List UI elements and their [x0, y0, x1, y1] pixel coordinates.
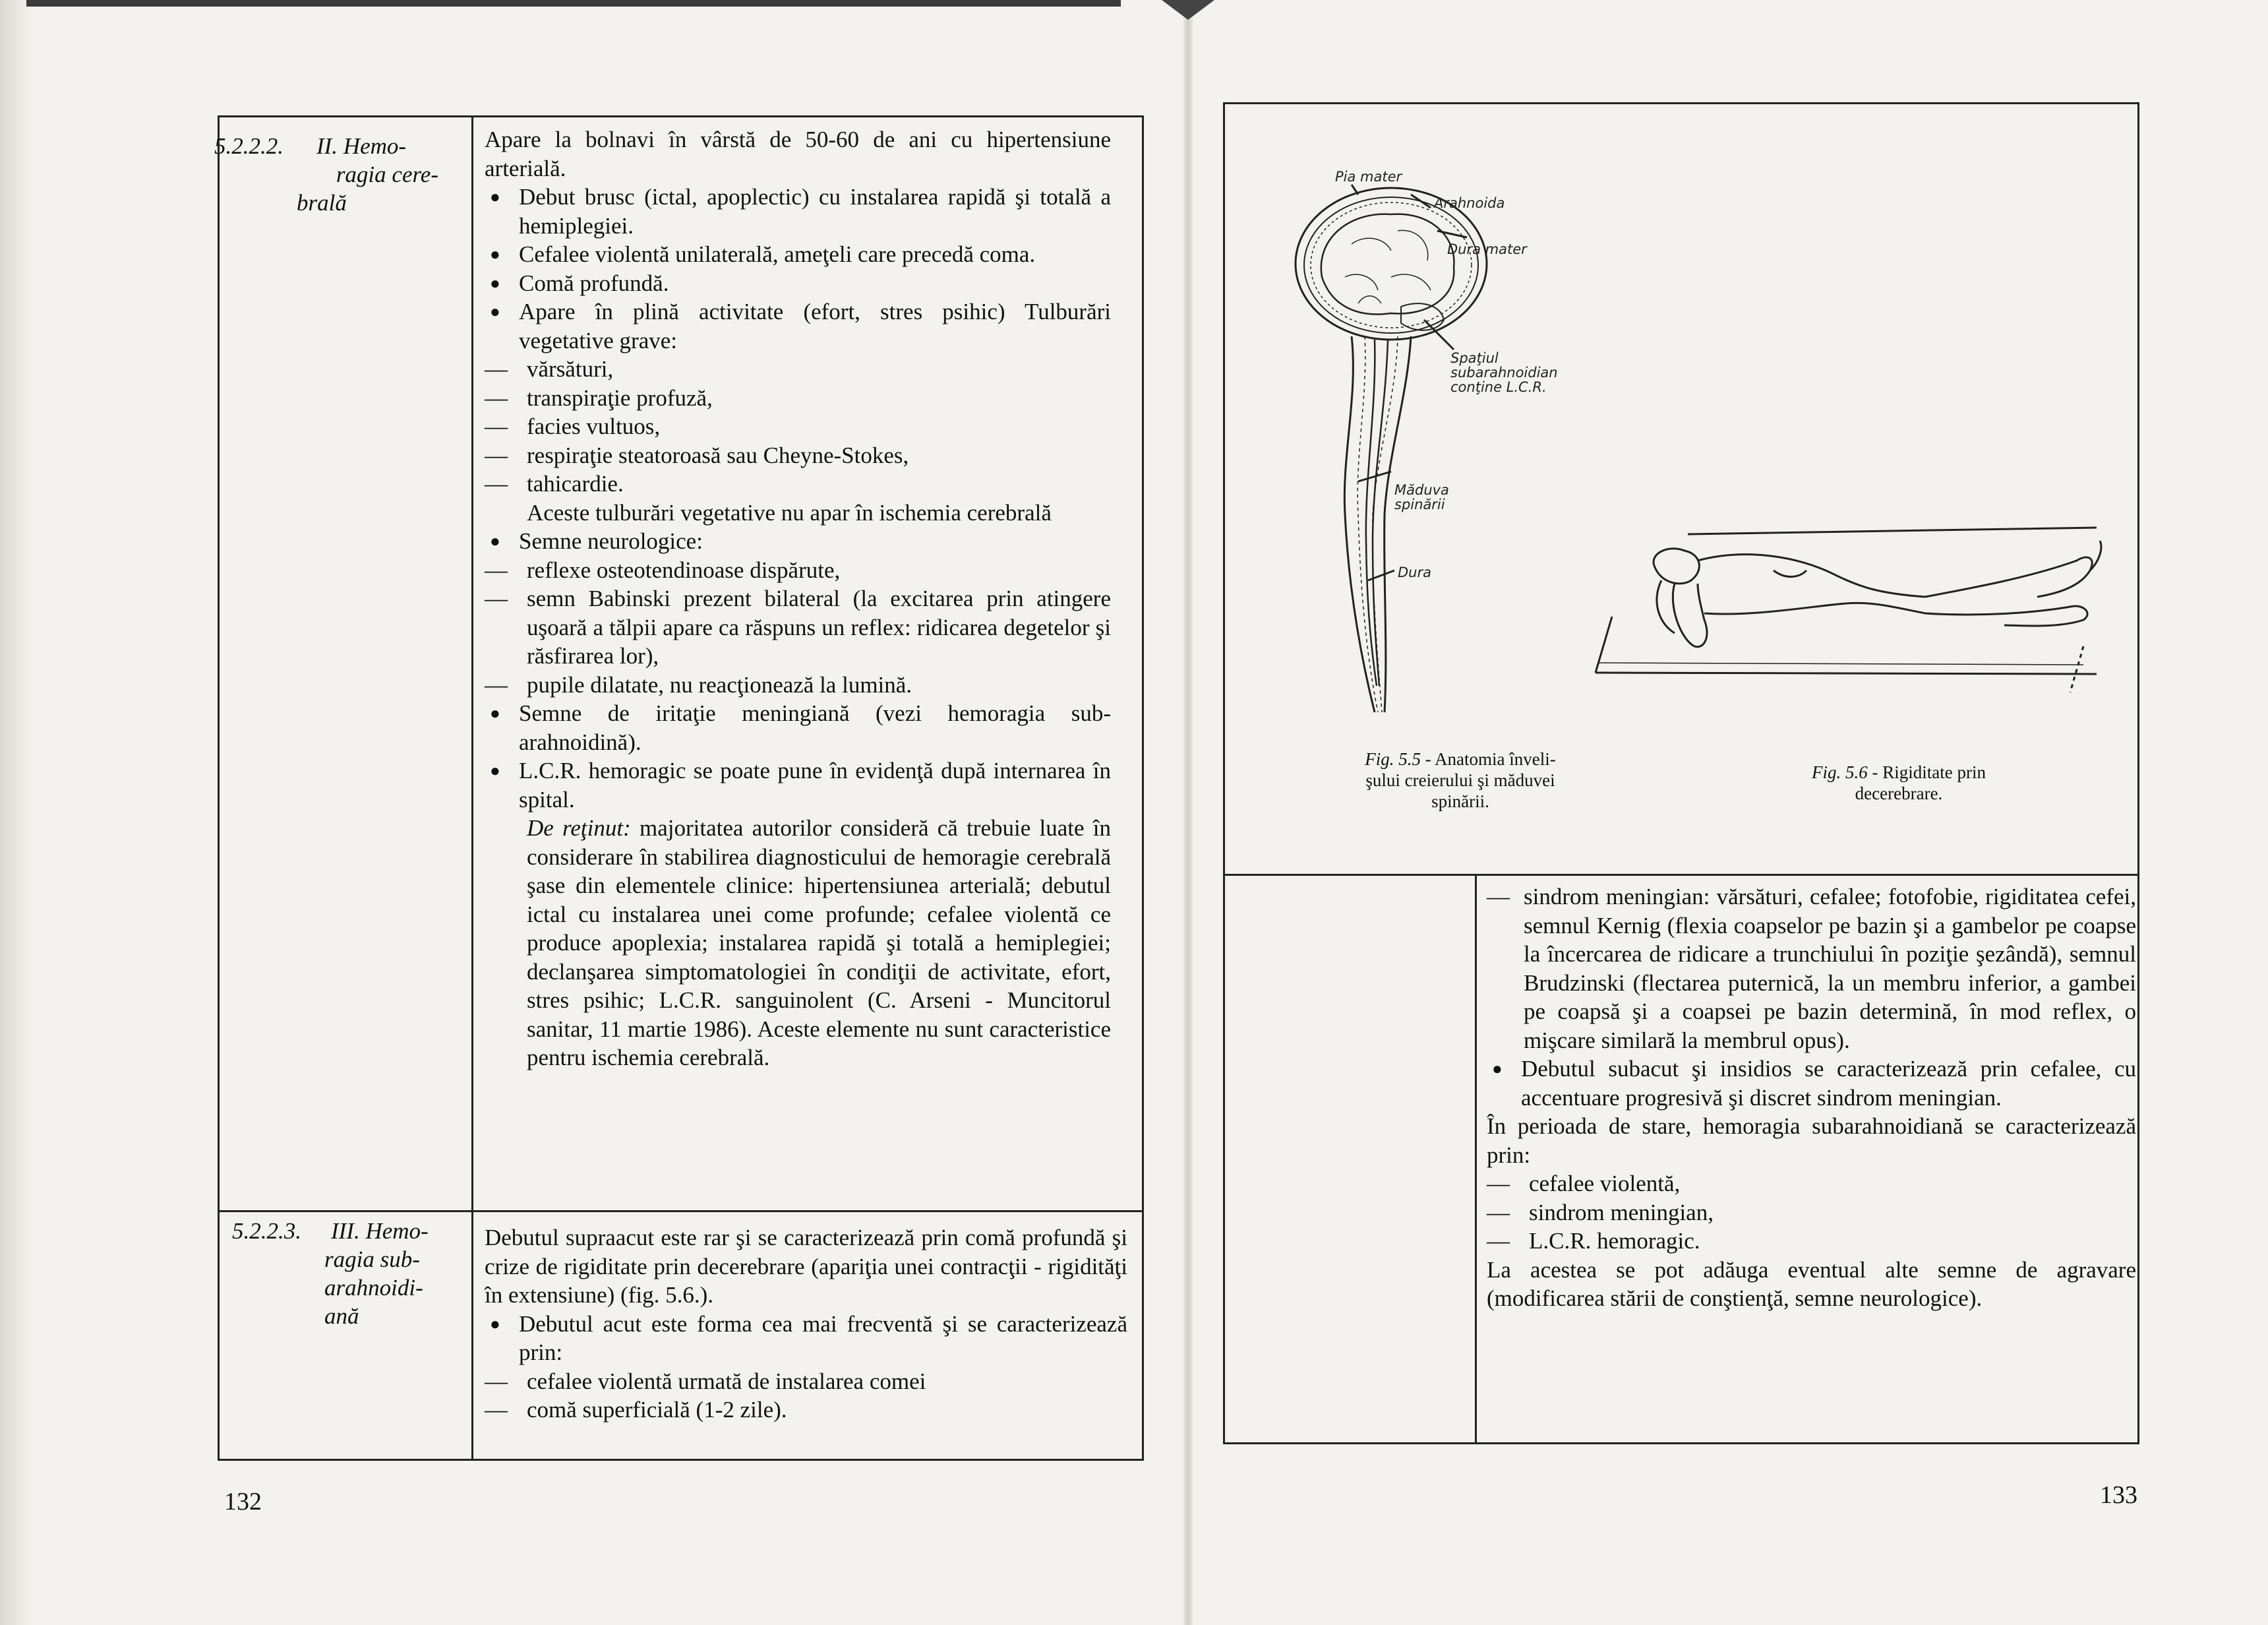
section1-title-l3: brală [297, 190, 347, 216]
left-row-divider [218, 1210, 1144, 1212]
figure-5-5-caption-l2: şului creierului şi măduvei [1365, 770, 1555, 790]
section1-heading [214, 132, 438, 217]
dash-item: — pupile dilatate, nu reacţionează la lumină. [485, 671, 1111, 700]
bullet-item: ● Semne neurologice: [485, 527, 1111, 556]
section2-heading [232, 1217, 456, 1330]
label-pia-mater: Pia mater [1335, 169, 1402, 185]
figure-5-5-caption-l3: spinării. [1431, 791, 1489, 811]
label-spatiu-l2: subarahnoidian [1450, 365, 1558, 381]
figure-5-5-caption-l1: - Anatomia înveli- [1425, 749, 1556, 769]
section2-title-l4: ană [324, 1303, 359, 1329]
figure-5-5-caption-number: Fig. 5.5 [1365, 749, 1421, 769]
section1-title-l1: II. Hemo- [316, 133, 407, 159]
right-column-divider [1475, 874, 1477, 1444]
section2-title-l2: ragia sub- [324, 1246, 420, 1272]
section1-title-l2: ragia cere- [336, 162, 438, 187]
right-body [1487, 882, 2136, 1313]
paragraph: Aceste tulburări vegetative nu apar în ischemia cerebrală [527, 499, 1052, 526]
dash-item: — tahicardie. [485, 470, 1111, 499]
label-spatiu-l3: conţine L.C.R. [1450, 379, 1547, 395]
figure-5-6-caption-l2: decerebrare. [1855, 783, 1943, 803]
paragraph: Apare la bolnavi în vârstă de 50-60 de ani cu hipertensiune arterială. [485, 127, 1111, 181]
scan-top-strip [26, 0, 1121, 7]
section2-title-l1: III. Hemo- [331, 1218, 429, 1244]
label-dura: Dura [1398, 565, 1431, 580]
dash-item: — vărsături, [485, 355, 1111, 384]
figure-5-6-caption [1741, 762, 2057, 804]
spine-mark [1162, 0, 1214, 20]
label-maduva-l2: spinării [1394, 497, 1445, 512]
label-dura-mater: Dura mater [1447, 241, 1527, 257]
page-edge-shadow [0, 0, 33, 1625]
dash-item: — reflexe osteotendinoase dispărute, [485, 556, 1111, 585]
bullet-item: ● Debutul acut este forma cea mai frecventă şi se caracterizează prin: [485, 1310, 1127, 1367]
bullet-item: ● Semne de iritaţie meningiană (vezi hemoragia sub-arahnoidină). [485, 699, 1111, 756]
dash-item: — respiraţie steatoroasă sau Cheyne-Stokes, [485, 441, 1111, 470]
bullet-item: ● Cefalee violentă unilaterală, ameţeli care precedă coma. [485, 240, 1111, 269]
paragraph: Debutul supraacut este rar şi se caracterizează prin comă profundă şi crize de rigiditate prin decerebrare (apariţia unei contracţii - rigidităţi în extensiune) (fig. 5.6.). [485, 1225, 1127, 1308]
dash-item: — comă superficială (1-2 zile). [485, 1395, 1127, 1425]
label-spatiu-l1: Spaţiul [1450, 350, 1499, 366]
book-spine [1183, 0, 1193, 1625]
paragraph [485, 814, 1111, 1072]
left-column-divider [471, 115, 473, 1461]
dash-item: — facies vultuos, [485, 412, 1111, 441]
note-text: majoritatea autorilor consideră că trebuie luate în considerare în stabilirea diagnosticului de hemoragie cerebrală şase din elementele clinice: hipertensiunea arterială; debutul ictal cu instalarea unei come profunde; cefalee violentă ce produce apoplexia; instalarea rapidă şi totală a hemiplegiei; declanşarea simptomatologiei în condiţii de activitate, efort, stres psihic; L.C.R. sanguinolent (C. Arseni - Muncitorul sanitar, 11 martie 1986). Aceste elemente nu sunt caracteristice pentru ischemia cerebrală. [527, 815, 1111, 1070]
right-row-divider [1223, 874, 2139, 876]
dash-item: — cefalee violentă, [1487, 1169, 2136, 1198]
bullet-item: ● Debutul subacut şi insidios se caracterizează prin cefalee, cu accentuare progresivă şi discret sindrom meningian. [1487, 1055, 2136, 1112]
page-number-left: 132 [224, 1488, 262, 1516]
dash-item: — L.C.R. hemoragic. [1487, 1227, 2136, 1256]
figure-5-6-caption-number: Fig. 5.6 [1812, 762, 1868, 782]
figure-5-5-caption [1302, 749, 1619, 812]
page-number-right: 133 [2100, 1481, 2137, 1509]
dash-item: — semn Babinski prezent bilateral (la excitarea prin atingere uşoară a tălpii apare ca răspuns un reflex: ridicarea degetelor şi răsfirarea lor), [485, 584, 1111, 671]
section2-body [485, 1223, 1127, 1425]
paragraph: În perioada de stare, hemoragia subarahnoidiană se caracterizează prin: [1487, 1113, 2136, 1168]
section2-number: 5.2.2.3. [232, 1218, 301, 1244]
dash-item: — sindrom meningian, [1487, 1198, 2136, 1227]
bullet-item: ● Comă profundă. [485, 269, 1111, 298]
section2-title-l3: arahnoidi- [324, 1275, 423, 1301]
figure-5-5-meninges [1259, 145, 1602, 739]
bullet-item: ● Apare în plină activitate (efort, stres psihic) Tulburări vegetative grave: [485, 297, 1111, 355]
figure-5-6-caption-l1: - Rigiditate prin [1872, 762, 1986, 782]
dash-item: — transpiraţie profuză, [485, 384, 1111, 413]
figure-5-6-decerebrate-rigidity [1582, 521, 2110, 712]
paragraph: La acestea se pot adăuga eventual alte semne de agravare (modificarea stării de conştienţă, semne neurologice). [1487, 1256, 2136, 1311]
label-arahnoida: Arahnoida [1434, 195, 1505, 211]
bullet-item: ● Debut brusc (ictal, apoplectic) cu instalarea rapidă şi totală a hemiplegiei. [485, 183, 1111, 240]
dash-item: — cefalee violentă urmată de instalarea comei [485, 1367, 1127, 1396]
section1-body [485, 125, 1111, 1072]
note-lead: De reţinut: [527, 815, 631, 841]
label-maduva-l1: Măduva [1394, 482, 1449, 498]
dash-item: — sindrom meningian: vărsături, cefalee; fotofobie, rigiditatea cefei, semnul Kernig (flexia coapselor pe bazin şi a gambelor pe coapse la încercarea de ridicare a trunchiului în poziţie şezândă), semnul Brudzinski (flectarea puternică, la un membru inferior, a gambei pe coapsă şi a coapsei pe bazin determină, în mod reflex, o mişcare similară la membrul opus). [1487, 882, 2136, 1055]
bullet-item: ● L.C.R. hemoragic se poate pune în evidenţă după internarea în spital. [485, 756, 1111, 814]
section1-number: 5.2.2.2. [214, 133, 284, 159]
